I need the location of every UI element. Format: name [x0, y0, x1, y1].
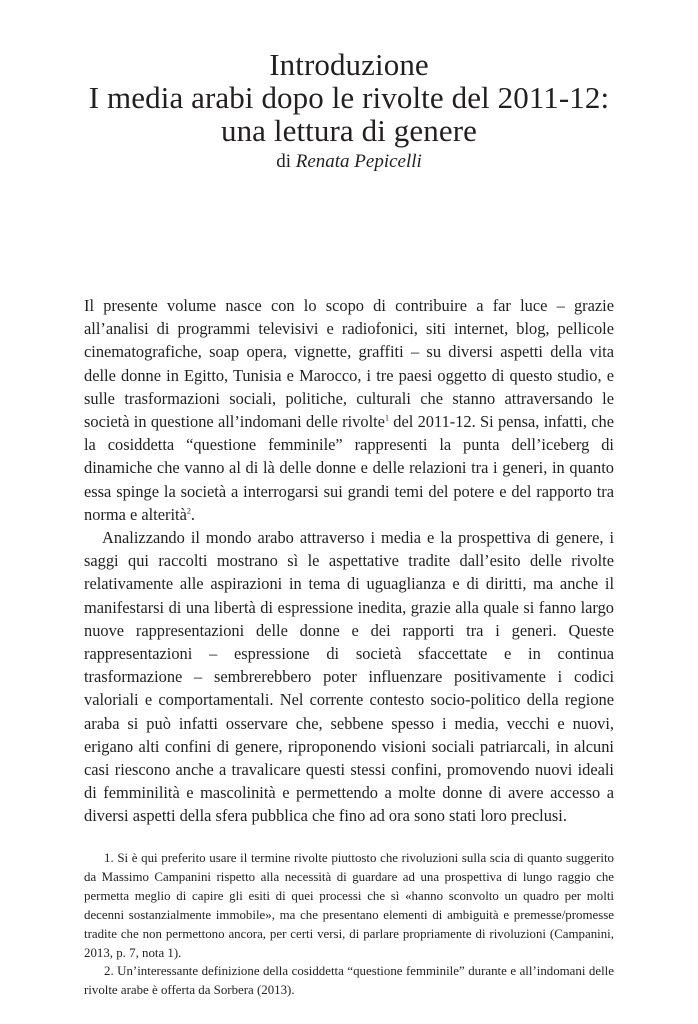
body-text — [84, 294, 614, 828]
chapter-label: Introduzione — [269, 47, 429, 82]
chapter-title-line-1: I media arabi dopo le rivolte del 2011-12: — [88, 80, 610, 115]
footnote-ref-1: 1 — [384, 413, 389, 423]
footnote-2: 2. Un’interessante definizione della cosiddetta “questione femminile” durante e all’indomani delle rivolte arabe è offerta da Sorbera (2013). — [84, 964, 614, 998]
footnote-1: 1. Si è qui preferito usare il termine rivolte piuttosto che rivoluzioni sulla scia di quanto suggerito da Massimo Campanini rispetto alla necessità di guardare ad una prospettiva di lungo raggio che permetta meglio di capire gli esiti di quei processi che sì «hanno sconvolto un quadro per molti decenni sostanzialmente immobile», ma che presentano elementi di ambiguità e premesse/promesse tradite che non permettono ancora, per certi versi, di parlare propriamente di rivoluzioni (Campanini, 2013, p. 7, nota 1). — [84, 851, 614, 960]
footnotes — [84, 849, 614, 1000]
footnote-ref-2: 2 — [186, 506, 191, 516]
paragraph-1-text-a: Il presente volume nasce con lo scopo di contribuire a far luce – grazie all’analisi di programmi televisivi e radiofonici, siti internet, blog, pellicole cinematografiche, soap opera, vignette, graffiti – su diversi aspetti della vita delle donne in Egitto, Tunisia e Marocco, i tre paesi oggetto di questo studio, e sulle trasformazioni sociali, politiche, culturali che stanno attraversando le società in questione all’indomani delle rivolte — [84, 296, 614, 432]
paragraph-1-text-b: del 2011-12. Si pensa, infatti, che la cosiddetta “questione femminile” rappresenti la punta dell’iceberg di dinamiche che vanno al di là delle donne e delle relazioni tra i generi, in quanto essa spinge la società a interrogarsi sui grandi temi del potere e del rapporto tra norma e alterità — [84, 412, 614, 524]
chapter-title-line-2: una lettura di genere — [220, 113, 477, 148]
chapter-heading — [40, 48, 658, 175]
paragraph-1-text-c: . — [190, 504, 195, 524]
paragraph-1 — [84, 294, 614, 526]
byline — [40, 149, 658, 175]
paragraph-2: Analizzando il mondo arabo attraverso i media e la prospettiva di genere, i saggi qui raccolti mostrano sì le aspettative tradite dall’esito delle rivolte relativamente alle aspirazioni in tema di uguaglianza e di diritti, ma anche il manifestarsi di una libertà di espressione inedita, grazie alla quale si fanno largo nuove rappresentazioni delle donne e dei rapporti tra i generi. Queste rappresentazioni – espressione di società sfaccettate e in continua trasformazione – sembrerebbero poter influenzare positivamente i codici valoriali e comportamentali. Nel corrente contesto socio-politico della regione araba si può infatti osservare che, sebbene spesso i media, vecchi e nuovi, erigano alti confini di genere, riproponendo visioni sociali patriarcali, in alcuni casi riescono anche a travalicare questi stessi confini, promovendo nuovi ideali di femminilità e mascolinità e permettendo a molte donne di avere accesso a diversi aspetti della sfera pubblica che fino ad ora sono stati loro preclusi. — [84, 528, 614, 826]
author-name: Renata Pepicelli — [295, 151, 422, 172]
byline-prefix: di — [276, 151, 291, 172]
